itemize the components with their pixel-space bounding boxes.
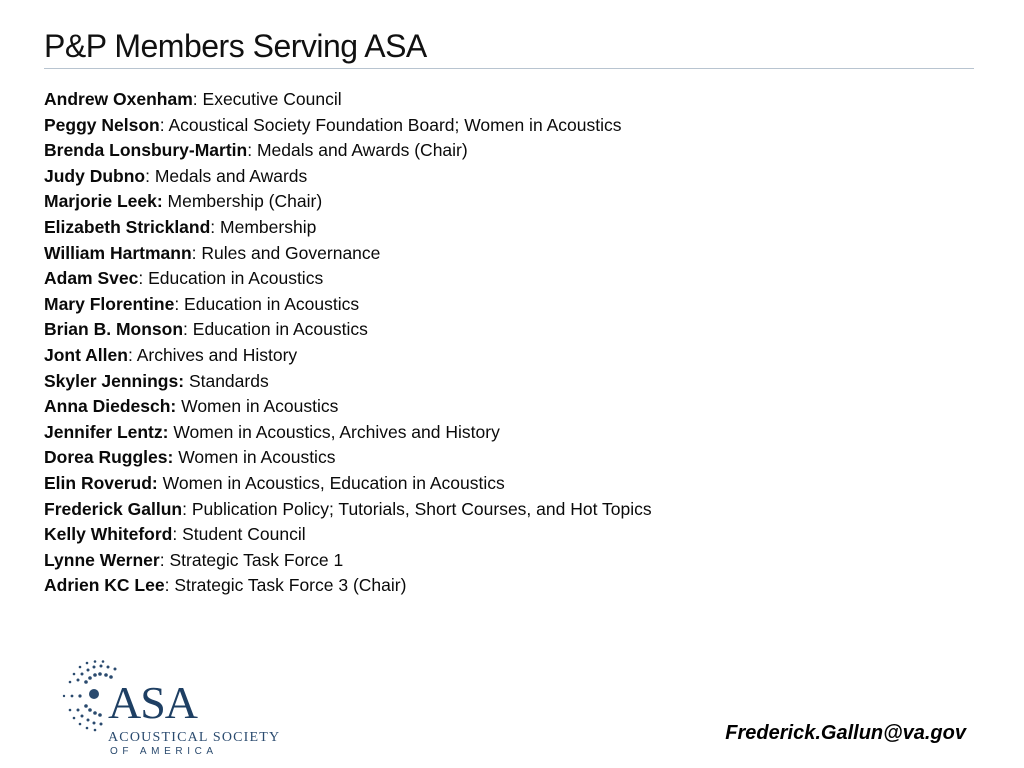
member-role: Women in Acoustics, Archives and History <box>173 421 500 442</box>
member-separator: : <box>247 140 257 161</box>
member-entry <box>44 548 944 574</box>
logo-america-text: OF AMERICA <box>110 746 218 757</box>
member-separator: : <box>192 89 203 109</box>
member-separator: : <box>138 268 149 289</box>
member-entry <box>44 343 944 369</box>
member-entry <box>44 215 944 241</box>
member-entry <box>44 87 944 113</box>
member-name: Adam Svec <box>44 268 139 289</box>
member-separator: : <box>145 165 155 186</box>
member-entry <box>44 420 944 446</box>
member-role: Student Council <box>182 524 306 545</box>
member-name: Brian B. Monson <box>44 319 184 340</box>
member-name: Peggy Nelson <box>44 114 160 135</box>
member-role: Women in Acoustics, Education in Acoustics <box>162 472 505 493</box>
member-role: Medals and Awards (Chair) <box>256 140 468 161</box>
member-role: Women in Acoustics <box>181 396 339 417</box>
member-role: Standards <box>188 370 269 391</box>
logo-society-text: ACOUSTICAL SOCIETY <box>108 730 281 745</box>
member-entry <box>44 266 944 292</box>
member-name: Elizabeth Strickland <box>44 216 211 237</box>
member-role: Publication Policy; Tutorials, Short Courses, and Hot Topics <box>191 498 652 519</box>
member-entry <box>44 445 944 471</box>
page-title: P&P Members Serving ASA <box>44 28 427 64</box>
member-separator: : <box>172 524 183 545</box>
member-entry <box>44 317 944 343</box>
member-name: Marjorie Leek: <box>44 191 163 212</box>
member-name: Lynne Werner <box>44 549 160 570</box>
member-separator: : <box>127 344 137 365</box>
member-role: Rules and Governance <box>201 242 381 263</box>
member-name: Frederick Gallun <box>44 498 183 519</box>
member-name: Andrew Oxenham <box>44 89 193 109</box>
member-name: Skyler Jennings: <box>44 370 185 391</box>
member-list <box>44 87 944 599</box>
member-role: Membership (Chair) <box>167 191 323 212</box>
member-role: Education in Acoustics <box>192 319 368 340</box>
member-role: Education in Acoustics <box>184 293 360 314</box>
member-separator: : <box>174 293 185 314</box>
member-name: Jennifer Lentz: <box>44 421 169 442</box>
member-entry <box>44 164 944 190</box>
member-separator: : <box>164 575 175 596</box>
member-separator: : <box>183 319 193 340</box>
member-name: Judy Dubno <box>44 165 146 186</box>
member-entry <box>44 471 944 497</box>
member-entry <box>44 292 944 318</box>
member-name: William Hartmann <box>44 242 192 263</box>
member-name: Adrien KC Lee <box>44 575 165 596</box>
member-name: Elin Roverud: <box>44 472 158 493</box>
member-entry <box>44 241 944 267</box>
member-entry <box>44 113 944 139</box>
member-role: Medals and Awards <box>154 165 308 186</box>
title-divider <box>44 68 974 69</box>
member-entry <box>44 369 944 395</box>
member-entry <box>44 189 944 215</box>
member-role: Women in Acoustics <box>178 447 336 468</box>
member-separator: : <box>210 216 221 237</box>
member-name: Mary Florentine <box>44 293 175 314</box>
logo-abbr: ASA <box>108 677 198 728</box>
member-entry <box>44 573 944 599</box>
member-name: Anna Diedesch: <box>44 396 177 417</box>
member-name: Kelly Whiteford <box>44 524 173 545</box>
member-separator: : <box>191 242 202 263</box>
member-role: Executive Council <box>202 89 342 109</box>
member-role: Archives and History <box>136 344 298 365</box>
member-entry <box>44 497 944 523</box>
member-name: Brenda Lonsbury-Martin <box>44 140 248 161</box>
member-role: Acoustical Society Foundation Board; Women in Acoustics <box>168 114 622 135</box>
member-role: Strategic Task Force 3 (Chair) <box>174 575 407 596</box>
member-role: Membership <box>220 216 317 237</box>
member-name: Jont Allen <box>44 344 128 365</box>
member-entry <box>44 138 944 164</box>
member-role: Strategic Task Force 1 <box>169 549 344 570</box>
member-entry <box>44 394 944 420</box>
member-separator: : <box>159 549 170 570</box>
member-entry <box>44 522 944 548</box>
member-role: Education in Acoustics <box>148 268 324 289</box>
contact-email[interactable]: Frederick.Gallun@va.gov <box>725 722 966 744</box>
member-name: Dorea Ruggles: <box>44 447 174 468</box>
member-separator: : <box>159 114 169 135</box>
member-separator: : <box>182 498 192 519</box>
